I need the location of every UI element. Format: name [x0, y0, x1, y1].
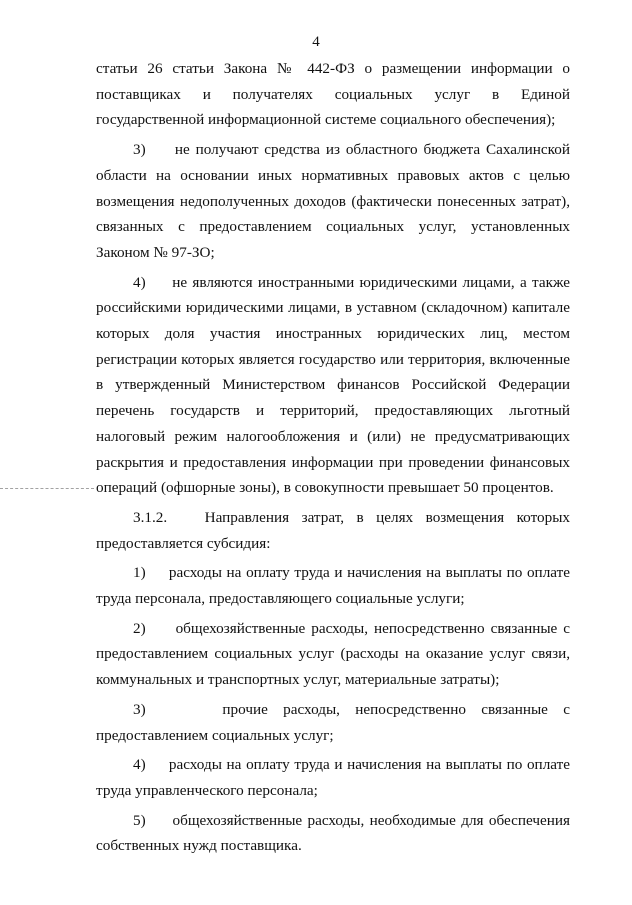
expense-item-2: 2) общехозяйственные расходы, непосредственно связанные с предоставлением социальных услуг (расходы на оказание услуг связи, коммунальных и транспортных услуг, материальные затраты);	[96, 619, 570, 689]
expense-item-4: 4) расходы на оплату труда и начисления на выплаты по оплате труда управленческого персонала;	[96, 756, 570, 799]
list-item-4: 4) не являются иностранными юридическими лицами, а также российскими юридическими лицами, в уставном (складочном) капитале которых доля участия иностранных юридических лиц, местом регистрации которых является государство или территория, включенные в утвержденный Министерством финансов Российской Федерации перечень государств и территорий, предоставляющих льготный налоговый режим налогообложения и (или) не предусматривающих раскрытия и предоставления информации при проведении финансовых операций (офшорные зоны), в совокупности превышает 50 процентов.	[96, 273, 570, 497]
expense-item-3: 3) прочие расходы, непосредственно связанные с предоставлением социальных услуг;	[96, 700, 570, 744]
page-number: 4	[312, 34, 320, 50]
paragraph-continuation: статьи 26 статьи Закона № 442-ФЗ о размещении информации о поставщиках и получателях социальных услуг в Единой государственной информационной системе социального обеспечения);	[96, 60, 570, 129]
scan-artifact-line	[0, 488, 94, 489]
expense-item-1: 1) расходы на оплату труда и начисления на выплаты по оплате труда персонала, предоставляющего социальные услуги;	[96, 564, 570, 608]
expense-item-5: 5) общехозяйственные расходы, необходимые для обеспечения собственных нужд поставщика.	[96, 811, 570, 855]
list-item-3: 3) не получают средства из областного бюджета Сахалинской области на основании иных нормативных правовых актов с целью возмещения недополученных доходов (фактически понесенных затрат), связанных с предоставлением социальных услуг, установленных Законом № 97-ЗО;	[96, 141, 570, 261]
section-3-1-2: 3.1.2. Направления затрат, в целях возмещения которых предоставляется субсидия:	[96, 508, 570, 552]
document-body	[96, 56, 570, 859]
